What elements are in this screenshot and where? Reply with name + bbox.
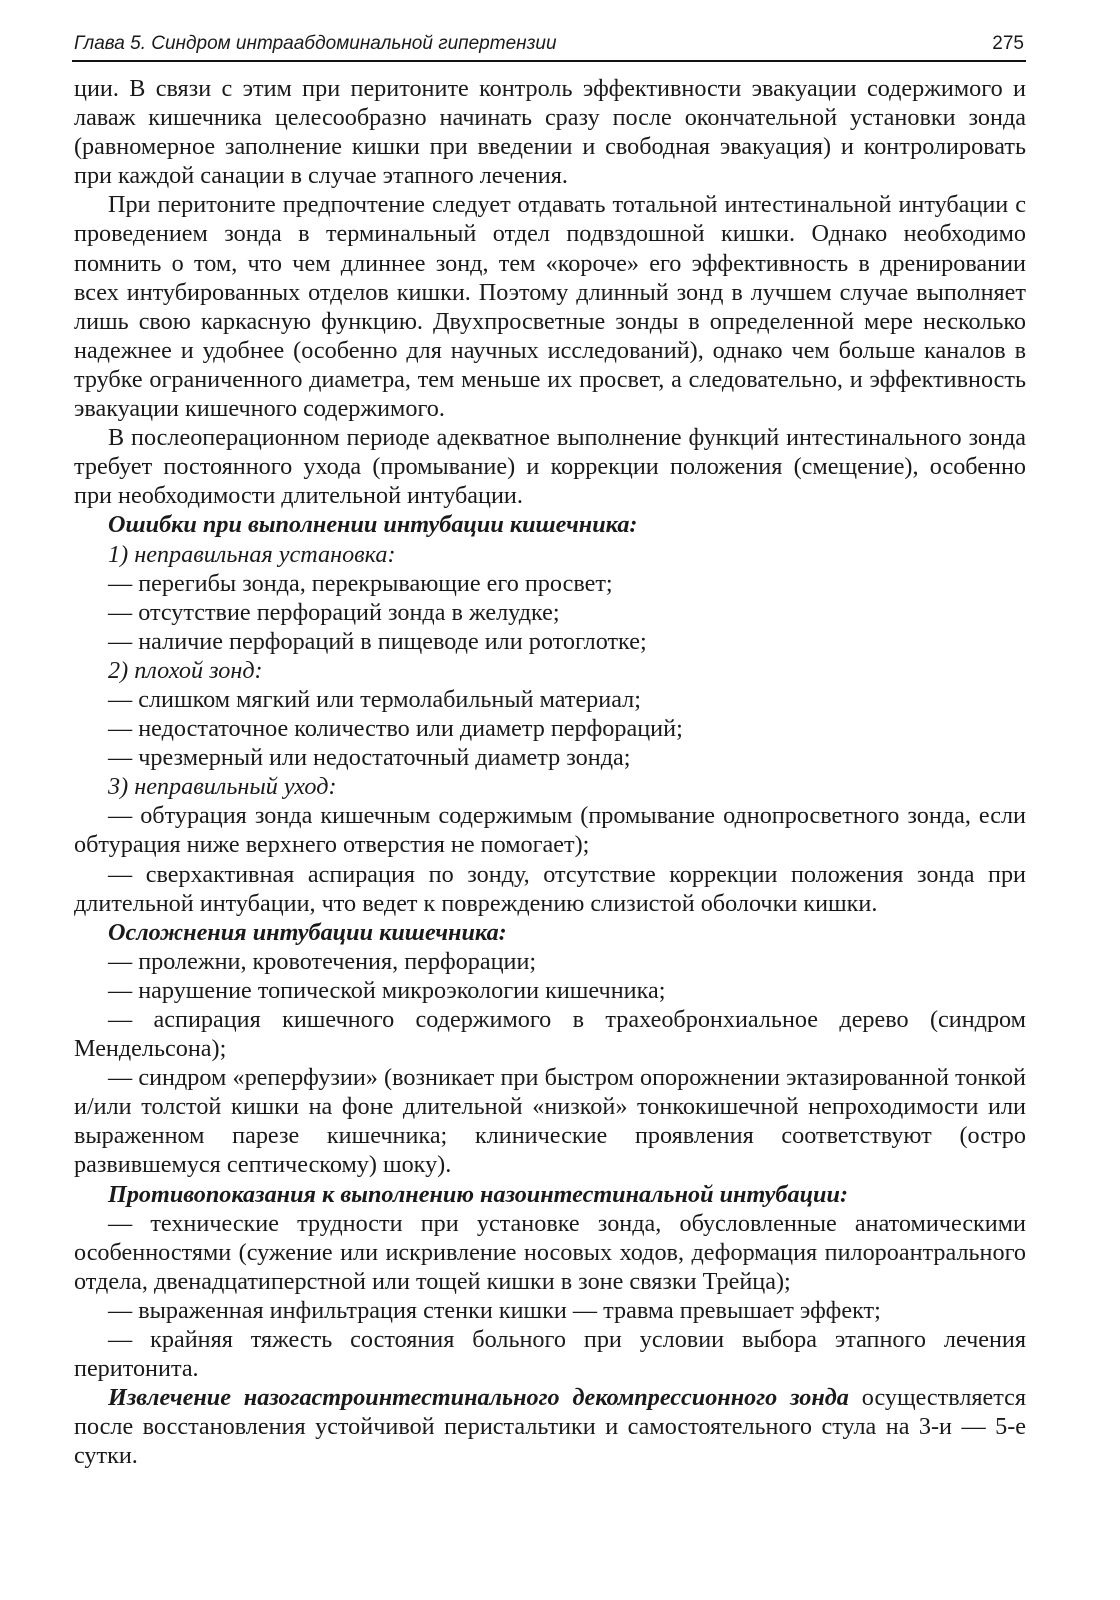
subheading-improper-care: 3) неправильный уход:	[108, 773, 337, 801]
list-item: — сверхактивная аспирация по зонду, отсутствие коррекции положения зонда при длительной интубации, что ведет к повреждению слизистой оболочки кишки.	[74, 860, 1026, 917]
list-item: — слишком мягкий или термолабильный материал;	[108, 685, 641, 713]
list-item: — отсутствие перфораций зонда в желудке;	[108, 598, 560, 626]
paragraph: В послеоперационном периоде адекватное выполнение функций интестинального зонда требует постоянного ухода (промывание) и коррекции положения (смещение), особенно при необходимости длительной интубации.	[74, 424, 1026, 510]
final-paragraph	[74, 1383, 1026, 1470]
list-item: — крайняя тяжесть состояния больного при условии выбора этапного лечения перитонита.	[74, 1326, 1026, 1383]
final-paragraph-text: осуществляется после восстановления устойчивой перистальтики и самостоятельного стула на 3-и — 5-е сутки.	[74, 1384, 1026, 1470]
list-item: — недостаточное количество или диаметр перфораций;	[108, 715, 683, 743]
list-item: — обтурация зонда кишечным содержимым (промывание однопросветного зонда, если обтурация ниже верхнего отверстия не помогает);	[74, 802, 1026, 859]
running-header	[72, 26, 1026, 62]
subheading-improper-placement: 1) неправильная установка:	[108, 540, 396, 568]
list-item: — синдром «реперфузии» (возникает при быстром опорожнении эктазированной тонкой и/или толстой кишки на фоне длительной «низкой» тонкокишечной непроходимости или выраженном парезе кишечника; клинические проявления соответствуют (остро развившемуся септическому) шоку).	[74, 1064, 1026, 1179]
list-item: — аспирация кишечного содержимого в трахеобронхиальное дерево (синдром Мендельсона);	[74, 1006, 1026, 1063]
page-body	[74, 74, 1026, 1471]
paragraph: При перитоните предпочтение следует отдавать тотальной интестинальной интубации с проведением зонда в терминальный отдел подвздошной кишки. Однако необходимо помнить о том, что чем длиннее зонд, тем «короче» его эффективность в дренировании всех интубированных отделов кишки. Поэтому длинный зонд в лучшем случае выполняет лишь свою каркасную функцию. Двухпросветные зонды в определенной мере несколько надежнее и удобнее (особенно для научных исследований), однако чем больше каналов в трубке ограниченного диаметра, тем меньше их просвет, а следовательно, и эффективность эвакуации кишечного содержимого.	[74, 191, 1026, 423]
section-heading-complications: Осложнения интубации кишечника:	[108, 918, 507, 946]
list-item: — технические трудности при установке зонда, обусловленные анатомическими особенностями (сужение или искривление носовых ходов, деформация пилороантрального отдела, двенадцатиперстной или тощей кишки в зоне связки Трейца);	[74, 1209, 1026, 1295]
section-heading-errors: Ошибки при выполнении интубации кишечника:	[108, 511, 638, 539]
section-heading-contraindications: Противопоказания к выполнению назоинтестинальной интубации:	[108, 1180, 848, 1208]
list-item: — перегибы зонда, перекрывающие его просвет;	[108, 569, 613, 597]
subheading-bad-probe: 2) плохой зонд:	[108, 656, 263, 684]
list-item: — чрезмерный или недостаточный диаметр зонда;	[108, 744, 631, 772]
list-item: — пролежни, кровотечения, перфорации;	[108, 947, 537, 975]
chapter-title: Глава 5. Синдром интраабдоминальной гипертензии	[74, 33, 557, 54]
list-item: — выраженная инфильтрация стенки кишки — травма превышает эффект;	[108, 1296, 881, 1324]
list-item: — нарушение топической микроэкологии кишечника;	[108, 976, 666, 1004]
emphasized-term: Извлечение назогастроинтестинального декомпрессионного зонда	[108, 1384, 849, 1412]
page-number: 275	[992, 33, 1024, 54]
paragraph: ции. В связи с этим при перитоните контроль эффективности эвакуации содержимого и лаваж кишечника целесообразно начинать сразу после окончательной установки зонда (равномерное заполнение кишки при введении и свободная эвакуация) и контролировать при каждой санации в случае этапного лечения.	[74, 75, 1026, 190]
list-item: — наличие перфораций в пищеводе или ротоглотке;	[108, 627, 647, 655]
